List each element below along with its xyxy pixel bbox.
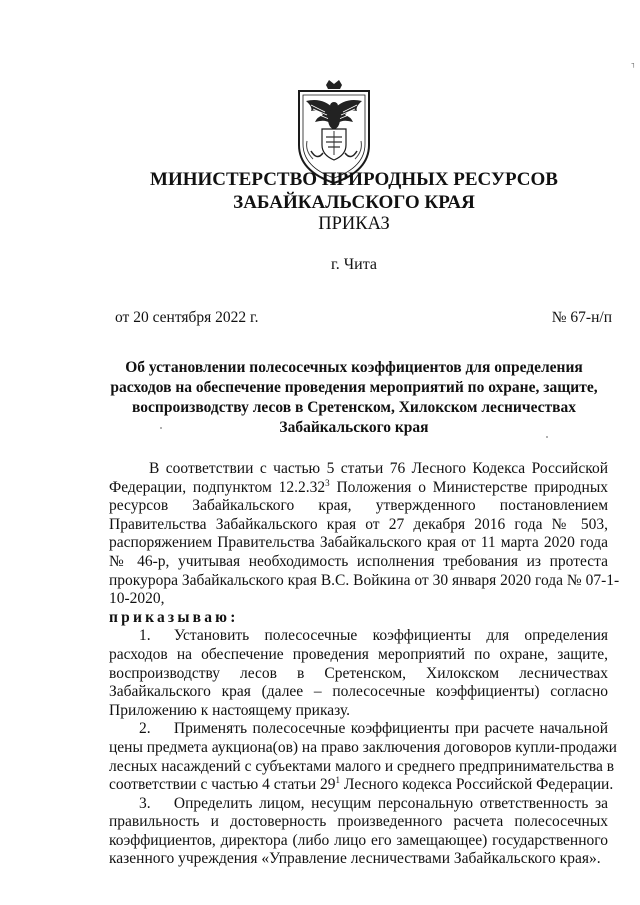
ministry-name — [100, 168, 608, 214]
scan-speck — [160, 427, 162, 429]
item-1-line: расходов на обеспечение проведения мероприятий по охране, защите, — [109, 645, 608, 663]
item-3-line: правильность и достоверность произведенного расчета полесосечных — [109, 813, 608, 831]
scan-speck — [546, 436, 548, 438]
item-number: 1. — [139, 627, 151, 645]
text: Лесного кодекса Российской Федерации. — [340, 776, 614, 794]
preamble-line: В соответствии с частью 5 статьи 76 Лесного Кодекса Российской — [149, 460, 608, 477]
item-3-line — [109, 795, 608, 814]
text: Определить лицом, несущим персональную ответственность за — [173, 794, 608, 812]
ministry-line-2: ЗАБАЙКАЛЬСКОГО КРАЯ — [233, 192, 475, 213]
city: г. Чита — [330, 256, 377, 273]
preamble-line: № 46-р, учитывая необходимость исполнения требования из протеста — [109, 552, 608, 570]
document-type: ПРИКАЗ — [318, 214, 390, 234]
preamble-line: Правительства Забайкальского края от 27 декабря 2016 года № 503, — [109, 515, 608, 533]
title-line: воспроизводству лесов в Сретенском, Хилокском лесничествах — [132, 399, 576, 416]
text: Применять полесосечные коэффициенты при расчете начальной — [173, 720, 608, 738]
item-2-line — [109, 775, 614, 795]
item-3-line: коэффициентов, директора (либо лицо его замещающее) государственного — [109, 831, 608, 849]
item-number: 2. — [139, 720, 151, 738]
superscript: 1 — [335, 775, 341, 786]
item-2-line: лесных насаждений с субъектами малого и среднего предпринимательства в — [109, 757, 615, 775]
title-line: Об установлении полесосечных коэффициентов для определения — [125, 359, 583, 376]
preamble-line: 10-2020, — [109, 590, 165, 608]
preamble-line: ресурсов Забайкальского края, утвержденного постановлением — [109, 497, 608, 515]
item-1-line: Приложению к настоящему приказу. — [109, 701, 351, 719]
ministry-line-1: МИНИСТЕРСТВО ПРИРОДНЫХ РЕСУРСОВ — [150, 169, 558, 190]
superscript: 3 — [325, 477, 330, 488]
item-3-line: казенного учреждения «Управление лесничествами Забайкальского края». — [109, 850, 601, 868]
item-1-line — [109, 627, 608, 646]
order-body — [109, 460, 620, 869]
title-line: Забайкальского края — [279, 419, 429, 436]
preamble-line: прокурора Забайкальского края В.С. Войкина от 30 января 2020 года № 07-1- — [109, 571, 620, 589]
order-title — [88, 358, 620, 438]
scan-mark: ⌐ — [627, 62, 639, 69]
item-number: 3. — [139, 794, 151, 812]
order-date: от 20 сентября 2022 г. — [115, 309, 259, 326]
item-1-line: Забайкальского края (далее – полесосечные коэффициенты) согласно — [109, 683, 608, 701]
item-2-line: цены предмета аукциона(ов) на право заключения договоров купли-продажи — [109, 738, 617, 756]
item-1-line: воспроизводству лесов в Сретенском, Хилокском лесничествах — [109, 664, 608, 682]
text: Федерации, подпунктом 12.2.32 — [109, 478, 326, 496]
text: Положения о Министерстве природных — [329, 478, 608, 496]
decree-word: приказываю: — [109, 608, 239, 626]
order-number: № 67-н/п — [551, 309, 612, 326]
text: соответствии с частью 4 статьи 29 — [109, 776, 336, 794]
item-2-line — [109, 720, 608, 739]
preamble-line: распоряжением Правительства Забайкальского края от 11 марта 2020 года — [109, 534, 608, 552]
preamble-line — [109, 479, 608, 498]
text: Установить полесосечные коэффициенты для определения — [173, 627, 608, 645]
title-line: расходов на обеспечение проведения мероприятий по охране, защите, — [110, 379, 598, 396]
